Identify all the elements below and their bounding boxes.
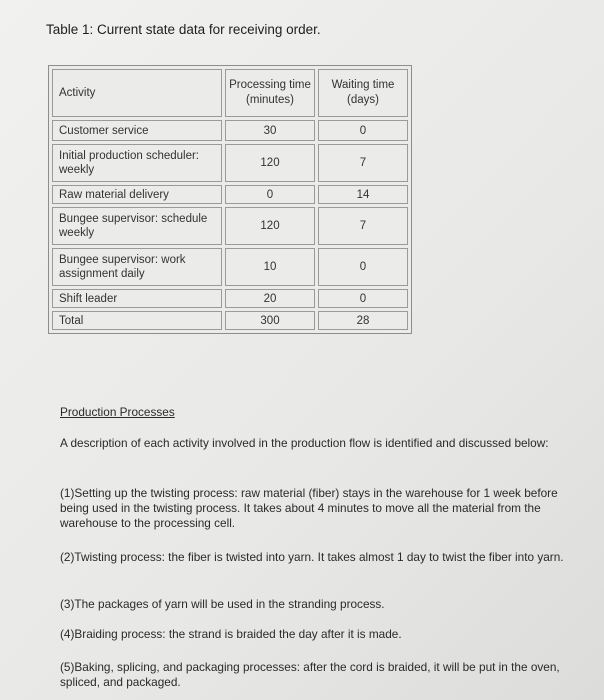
processing-cell: 10 xyxy=(225,248,315,286)
activity-cell: Bungee supervisor: schedule weekly xyxy=(52,207,222,245)
processing-cell: 20 xyxy=(225,289,315,308)
table-row xyxy=(52,185,408,204)
processing-cell: 30 xyxy=(225,120,315,141)
activity-cell: Raw material delivery xyxy=(52,185,222,204)
table-header-row xyxy=(52,69,408,117)
activity-cell: Initial production scheduler: weekly xyxy=(52,144,222,182)
waiting-cell: 28 xyxy=(318,311,408,330)
activity-cell: Customer service xyxy=(52,120,222,141)
section-title: Production Processes xyxy=(60,405,175,419)
header-waiting-time: Waiting time (days) xyxy=(318,69,408,117)
table-row xyxy=(52,289,408,308)
processing-cell: 120 xyxy=(225,144,315,182)
current-state-table xyxy=(48,65,412,334)
table-total-row xyxy=(52,311,408,330)
table-caption: Table 1: Current state data for receiving order. xyxy=(46,22,321,37)
processing-cell: 120 xyxy=(225,207,315,245)
waiting-cell: 0 xyxy=(318,120,408,141)
process-item: (1)Setting up the twisting process: raw material (fiber) stays in the warehouse for 1 week before being used in the twisting process. It takes about 4 minutes to move all the material from the warehouse to the processing cell. xyxy=(60,486,558,530)
activity-cell: Bungee supervisor: work assignment daily xyxy=(52,248,222,286)
processing-cell: 300 xyxy=(225,311,315,330)
waiting-cell: 14 xyxy=(318,185,408,204)
process-item: (5)Baking, splicing, and packaging processes: after the cord is braided, it will be put in the oven, spliced, and packaged. xyxy=(60,660,560,689)
waiting-cell: 0 xyxy=(318,289,408,308)
waiting-cell: 7 xyxy=(318,207,408,245)
processing-cell: 0 xyxy=(225,185,315,204)
waiting-cell: 0 xyxy=(318,248,408,286)
process-item: (2)Twisting process: the fiber is twisted into yarn. It takes almost 1 day to twist the fiber into yarn. xyxy=(60,550,564,564)
table-row xyxy=(52,207,408,245)
table-row xyxy=(52,120,408,141)
header-processing-time: Processing time (minutes) xyxy=(225,69,315,117)
activity-cell: Total xyxy=(52,311,222,330)
waiting-cell: 7 xyxy=(318,144,408,182)
header-activity: Activity xyxy=(52,69,222,117)
activity-cell: Shift leader xyxy=(52,289,222,308)
process-item: (4)Braiding process: the strand is braided the day after it is made. xyxy=(60,627,402,641)
process-item: (3)The packages of yarn will be used in the stranding process. xyxy=(60,597,385,611)
table-row xyxy=(52,248,408,286)
table-row xyxy=(52,144,408,182)
section-intro: A description of each activity involved in the production flow is identified and discussed below: xyxy=(60,436,549,450)
